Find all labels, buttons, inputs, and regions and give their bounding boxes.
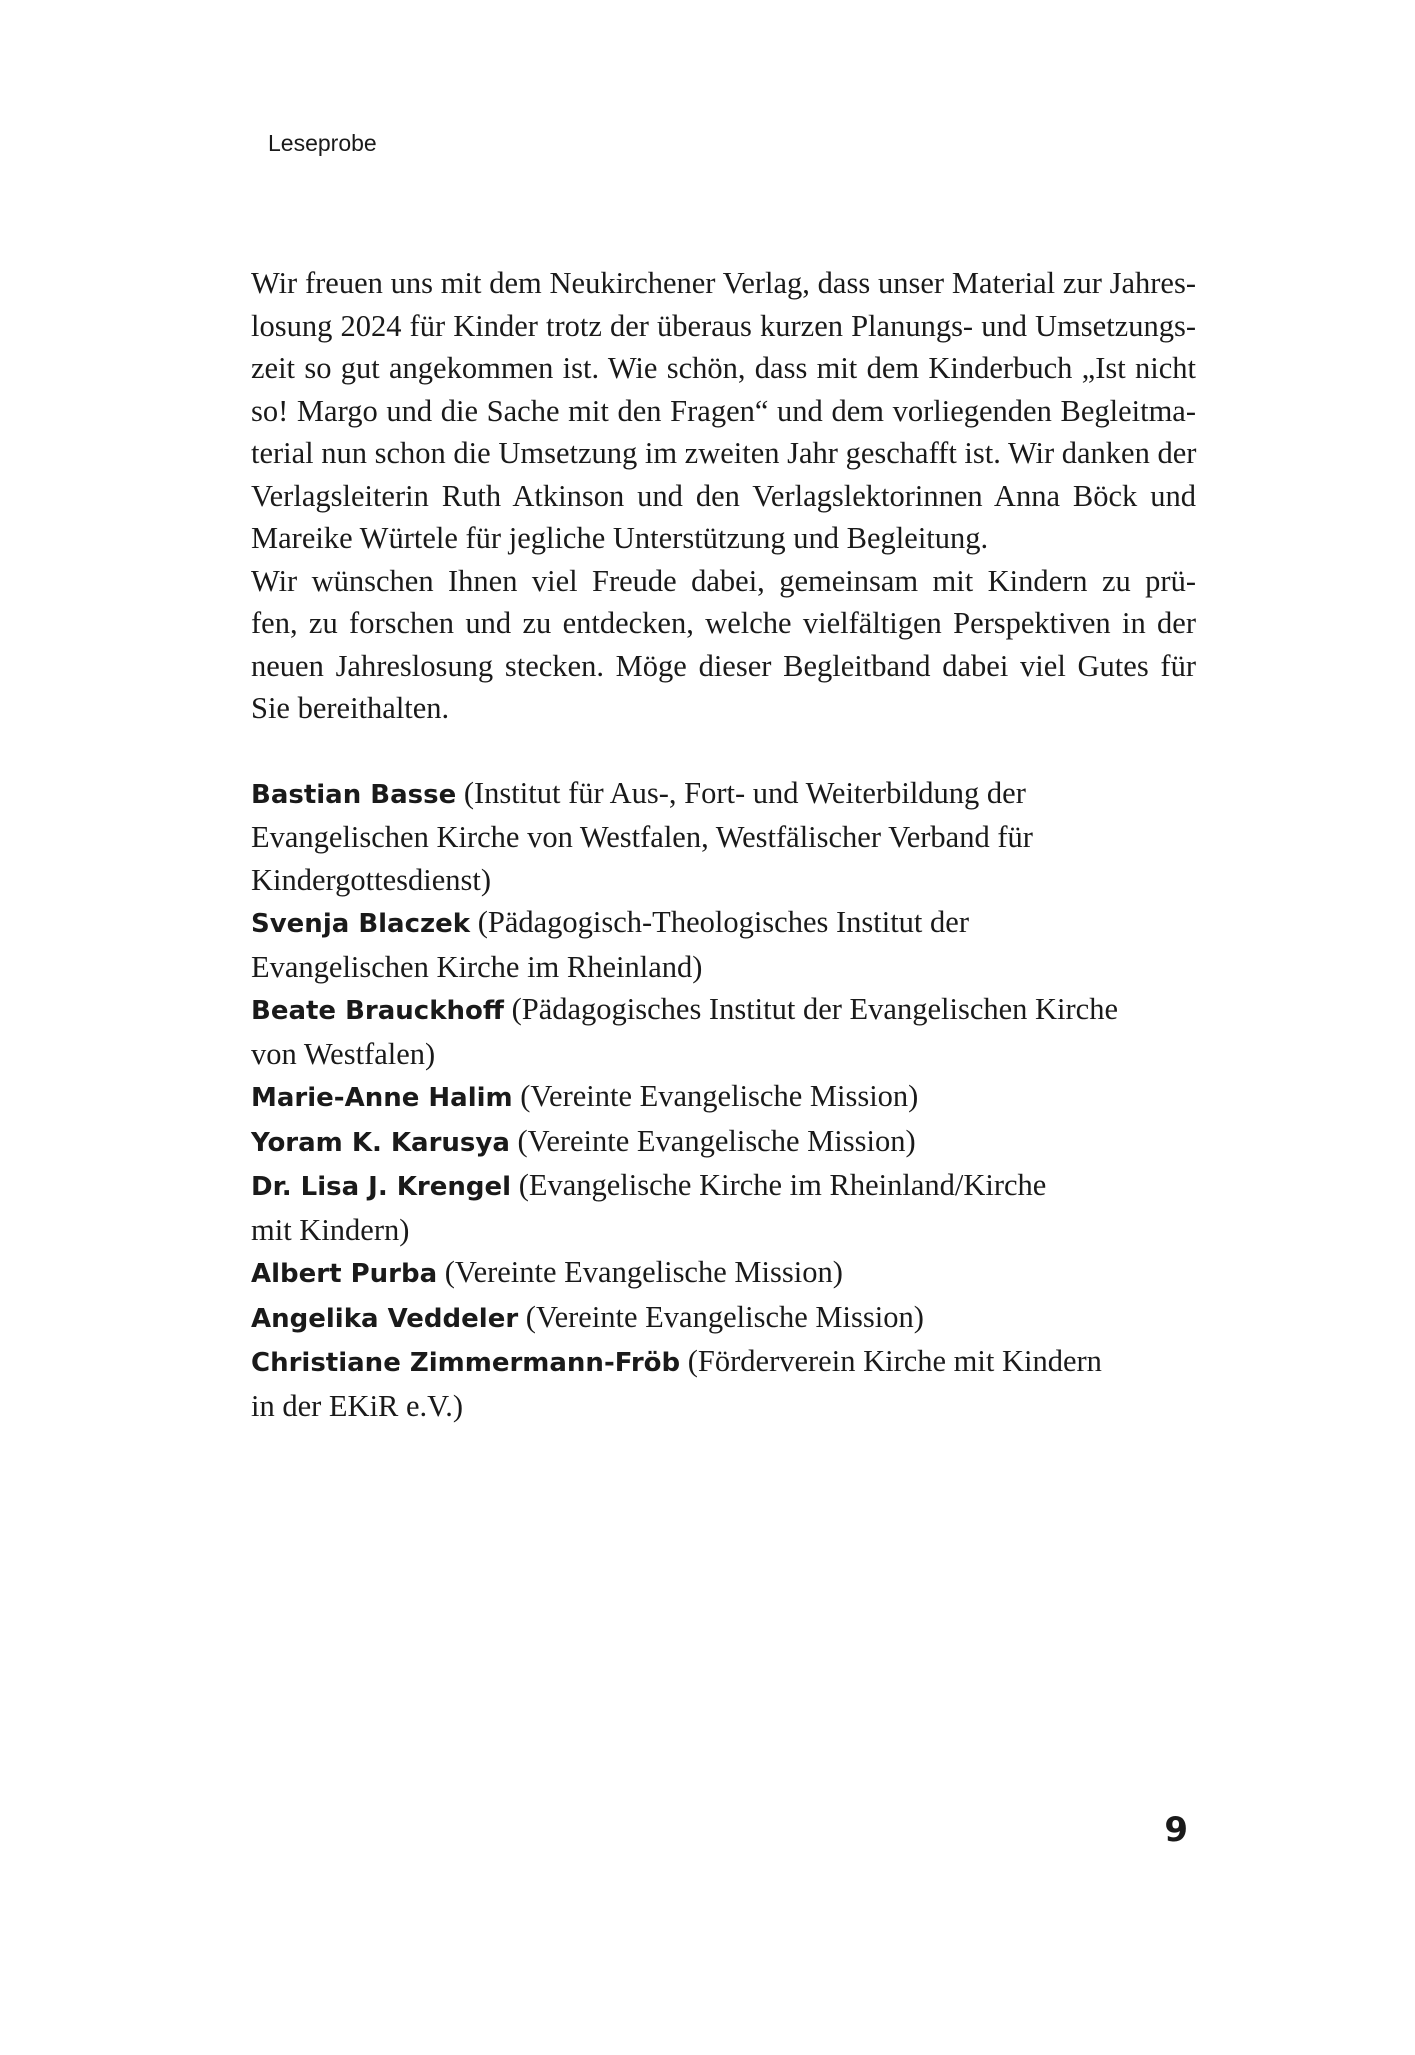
author-entry-continued bbox=[251, 946, 1196, 989]
author-affiliation: (Vereinte Evangelische Mission) bbox=[509, 1123, 916, 1158]
text-line: losung 2024 für Kinder trotz der überaus kurzen Planungs- und Umsetzungs- bbox=[251, 308, 1196, 343]
text-line: fen, zu forschen und zu entdecken, welche vielfältigen Perspektiven in der bbox=[251, 606, 1196, 640]
author-name: Angelika Veddeler bbox=[251, 1303, 519, 1334]
author-affiliation: mit Kindern) bbox=[251, 1212, 410, 1247]
text-line: so! Margo und die Sache mit den Fragen“ und dem vorliegenden Begleitma- bbox=[251, 393, 1196, 428]
text-line: neuen Jahreslosung stecken. Möge dieser Begleitband dabei viel Gutes für bbox=[251, 648, 1196, 683]
author-affiliation: Evangelischen Kirche von Westfalen, Westfälischer Verband für bbox=[251, 820, 1033, 854]
author-name: Dr. Lisa J. Krengel bbox=[251, 1172, 512, 1202]
author-entry-continued bbox=[251, 1033, 1196, 1076]
author-affiliation: (Vereinte Evangelische Mission) bbox=[518, 1299, 924, 1334]
text-line: zeit so gut angekommen ist. Wie schön, dass mit dem Kinderbuch „Ist nicht bbox=[251, 351, 1196, 385]
author-affiliation: Kindergottesdienst) bbox=[251, 862, 492, 897]
author-entry bbox=[251, 1075, 1196, 1120]
page-number: 9 bbox=[1164, 1810, 1188, 1850]
author-name: Beate Brauckhoff bbox=[251, 996, 504, 1026]
author-affiliation: (Institut für Aus-, Fort- und Weiterbildung der bbox=[456, 775, 1026, 810]
author-entry-continued bbox=[251, 1209, 1196, 1252]
author-affiliation: von Westfalen) bbox=[251, 1036, 436, 1071]
author-entry bbox=[251, 1251, 1196, 1296]
author-name: Christiane Zimmermann-Fröb bbox=[251, 1348, 681, 1378]
page-content bbox=[251, 262, 1196, 1427]
author-name: Yoram K. Karusya bbox=[251, 1127, 510, 1158]
text-line: Wir freuen uns mit dem Neukirchener Verlag, dass unser Material zur Jahres- bbox=[251, 266, 1196, 300]
author-affiliation: Evangelischen Kirche im Rheinland) bbox=[251, 949, 703, 984]
author-name: Bastian Basse bbox=[251, 779, 457, 810]
author-entry-continued bbox=[251, 816, 1196, 859]
author-affiliation: (Pädagogisches Institut der Evangelischen Kirche bbox=[503, 992, 1119, 1026]
author-list bbox=[251, 772, 1196, 1428]
author-affiliation: in der EKiR e.V.) bbox=[251, 1388, 464, 1423]
author-entry bbox=[251, 1296, 1196, 1341]
author-entry bbox=[251, 1340, 1196, 1385]
author-entry bbox=[251, 901, 1196, 946]
author-name: Marie-Anne Halim bbox=[251, 1083, 513, 1113]
author-affiliation: (Evangelische Kirche im Rheinland/Kirche bbox=[511, 1168, 1047, 1202]
paragraph-thanks bbox=[251, 262, 1196, 560]
paragraph-wishes bbox=[251, 560, 1196, 730]
author-affiliation: (Förderverein Kirche mit Kindern bbox=[680, 1344, 1102, 1378]
author-entry-continued bbox=[251, 1385, 1196, 1428]
author-affiliation: (Pädagogisch-Theologisches Institut der bbox=[470, 905, 969, 939]
running-header: Leseprobe bbox=[268, 130, 377, 156]
author-name: Albert Purba bbox=[251, 1259, 438, 1289]
text-line: Mareike Würtele für jegliche Unterstützung und Begleitung. bbox=[251, 521, 989, 555]
author-entry bbox=[251, 1120, 1196, 1165]
author-name: Svenja Blaczek bbox=[251, 909, 471, 939]
author-entry bbox=[251, 772, 1196, 817]
text-line: Wir wünschen Ihnen viel Freude dabei, gemeinsam mit Kindern zu prü- bbox=[251, 563, 1196, 598]
text-line: Verlagsleiterin Ruth Atkinson und den Verlagslektorinnen Anna Böck und bbox=[251, 478, 1196, 513]
author-affiliation: (Vereinte Evangelische Mission) bbox=[437, 1255, 843, 1289]
text-line: Sie bereithalten. bbox=[251, 691, 450, 725]
author-entry bbox=[251, 1164, 1196, 1209]
author-entry-continued bbox=[251, 859, 1196, 902]
author-affiliation: (Vereinte Evangelische Mission) bbox=[512, 1079, 919, 1113]
author-entry bbox=[251, 988, 1196, 1033]
text-line: terial nun schon die Umsetzung im zweiten Jahr geschafft ist. Wir danken der bbox=[251, 436, 1197, 470]
